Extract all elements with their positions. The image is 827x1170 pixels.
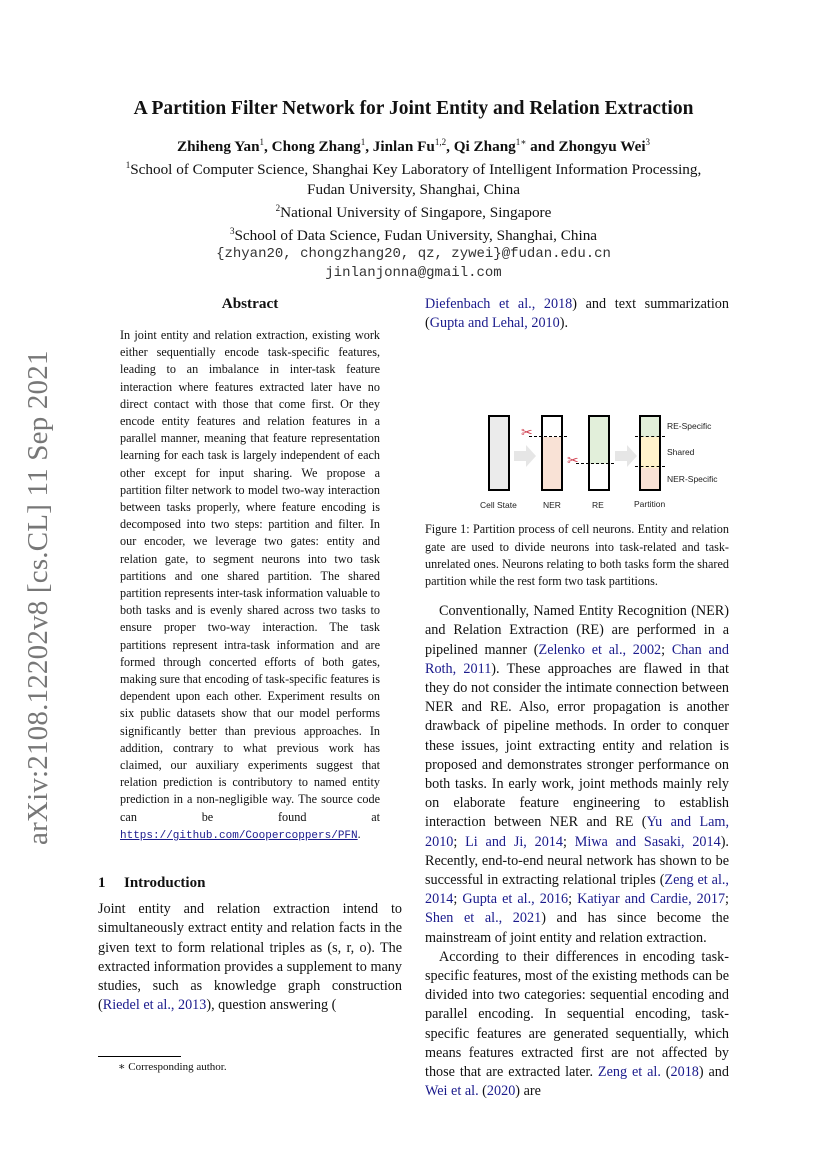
affiliation [0, 180, 827, 199]
paragraph: According to their differences in encoding task-specific features, most of the existing methods can be divided into two categories: sequential encoding and parallel encoding. In sequential encoding, task-specific features are generated sequentially, which means features extracted first are not affected by those that are extracted later. Zeng et al. (2018) and Wei et al. (2020) are [425, 948, 729, 1100]
text: are [520, 1083, 541, 1100]
author-name: Zhongyu Wei [558, 138, 646, 156]
arrow-right-icon [615, 445, 639, 467]
citation-link[interactable]: Diefenbach et al., 2018 [425, 296, 573, 312]
re-bar [588, 415, 610, 491]
citation-link[interactable]: Chan and Roth, 2011 [425, 641, 729, 677]
section-number: 1 [98, 875, 106, 892]
citation-link[interactable]: Zeng et al. [597, 1064, 661, 1081]
label-shared: Shared [667, 447, 695, 458]
text: ; [453, 891, 463, 908]
citation-year-link[interactable]: 2018 [670, 1064, 699, 1081]
label-ner: NER [543, 500, 561, 511]
ner-bar [541, 415, 563, 491]
text: ; [725, 891, 729, 908]
citation-link[interactable]: Miwa and Sasaki, 2014 [574, 833, 721, 850]
label-ner-specific: NER-Specific [667, 474, 718, 485]
figure-1 [425, 347, 729, 517]
text: ) and has since become the mainstream of joint entity and relation extraction. [425, 910, 729, 946]
text: ; [661, 641, 672, 658]
author-list: Zhiheng Yan$^1$, Chong Zhang$^1$, Jinlan Fu$^{1,2}$, Qi Zhang$^{1∗}$ and Zhongyu Wei$^3$ [176, 137, 651, 156]
ner-specific-segment [641, 468, 659, 489]
citation-link[interactable]: Zeng et al., 2014 [425, 872, 729, 908]
email: {zhyan20, chongzhang20, qz, zywei}@fudan.edu.cn [216, 246, 611, 263]
affiliation [0, 222, 827, 245]
affiliation-text: School of Data Science, Fudan University, Shanghai, China [234, 227, 598, 245]
text: Joint entity and relation extraction intend to simultaneously extract entity and relation facts in the given text to form relational triples as (s, r, o). The extracted information provides a supplement to many studies, such as knowledge graph construction ( [98, 901, 402, 1014]
label-re-specific: RE-Specific [667, 421, 712, 432]
citation-link[interactable]: Riedel et al., 2013 [102, 997, 207, 1014]
abstract-body [120, 327, 380, 845]
intro-paragraph [98, 900, 402, 1015]
section-heading-introduction [98, 875, 402, 892]
gate-dash-line [529, 436, 567, 437]
abstract-end: . [357, 826, 361, 841]
section-title: Introduction [124, 875, 206, 892]
abstract-text: In joint entity and relation extraction, existing work either sequentially encode task-specific features, leading to an imbalance in inter-task feature interaction where features extracted later have no direct contact with those that come first. Or they encode entity features and relation features in a parallel manner, meaning that feature representation learning for each task is largely independent of each other except for input sharing. We propose a partition filter network to model two-way interaction between tasks properly, where feature encoding is decomposed into two steps: partition and filter. In our encoder, we leverage two gates: entity and relation gate, to segment neurons into two task partitions and one shared partition. The shared partition represents inter-task information valuable to both tasks and is evenly shared across two tasks to ensure proper two-way interaction. The task partitions represent intra-task information and are formed through concerted efforts of both gates, making sure that encoding of task-specific features is dependent upon each other. Experiment results on six public datasets show that our model performs significantly better than previous approaches. In addition, contrary to what previous work has claimed, our auxiliary experiments suggest that relation prediction is contributory to named entity prediction in a non-negligible way. The source code can be found at [120, 328, 381, 824]
text: ; [453, 833, 466, 850]
text: ; [568, 891, 578, 908]
text: ) and text summarization ( [425, 296, 729, 332]
left-column [98, 295, 402, 1015]
author-name: Qi Zhang [453, 138, 516, 156]
text: ). Recently, end-to-end neural network has shown to be successful in extracting relational triples ( [425, 833, 729, 889]
author-block [0, 133, 827, 284]
author-name: Zhiheng Yan [176, 138, 260, 156]
citation-link[interactable]: Katiyar and Cardie, 2017 [577, 891, 726, 908]
citation-link[interactable]: Shen et al., 2021 [425, 910, 542, 927]
re-segment [590, 417, 608, 464]
citation-link[interactable]: Wei et al. [425, 1083, 479, 1100]
affiliation [0, 199, 827, 222]
partition-bar [639, 415, 661, 491]
partition-dash-line [635, 436, 665, 437]
shared-segment [641, 437, 659, 468]
ner-segment [543, 437, 561, 489]
affiliation-text: School of Computer Science, Shanghai Key Laboratory of Intelligent Information Processing, [130, 161, 702, 179]
intro-paragraph-continued [425, 295, 729, 333]
paper-title: A Partition Filter Network for Joint Entity and Relation Extraction [133, 98, 694, 119]
paragraph [425, 602, 729, 948]
author-sup: 1∗ [515, 137, 527, 147]
affiliation-text: Fudan University, Shanghai, China [307, 180, 520, 198]
gate-dash-line [576, 463, 614, 464]
label-cell-state: Cell State [480, 500, 517, 511]
affiliation-sup: 1 [125, 160, 131, 171]
text: According to their differences in encoding task-specific features, most of the existing methods can be divided into two categories: sequential encoding and parallel encoding. In sequential encoding, task-specific features are generated sequentially, which means features extracted first are not affected by those that are extracted later. [425, 948, 729, 1081]
text: ). [559, 315, 569, 332]
author-sup: 1 [360, 137, 366, 147]
citation-link[interactable]: Zelenko et al., 2002 [538, 641, 662, 658]
re-specific-segment [641, 417, 659, 437]
author-sup: 1 [259, 137, 265, 147]
scissors-icon: ✂ [521, 425, 533, 442]
citation-link[interactable]: Gupta and Lehal, 2010 [429, 315, 560, 332]
text: ), question answering ( [206, 997, 337, 1014]
arrow-right-icon [514, 445, 538, 467]
cell-state-bar [488, 415, 510, 491]
citation-year-link[interactable]: 2020 [486, 1083, 516, 1100]
author-sup: 3 [645, 137, 651, 147]
author-name: Chong Zhang [271, 138, 361, 156]
right-column [425, 295, 729, 1102]
footnote-rule [98, 1056, 181, 1057]
text: ; [563, 833, 575, 850]
author-sup: 1,2 [434, 137, 447, 147]
affiliation-sup: 3 [229, 226, 235, 236]
label-partition: Partition [634, 499, 666, 510]
text: ). These approaches are flawed in that they do not consider the intimate connection between NER and RE. Also, error propagation is another drawback of pipeline methods. In order to conquer these issues, joint extracting entity and relation is proposed and demonstrates stronger performance on both tasks. In early work, joint methods mainly rely on elaborate feature engineering to establish interaction between NER and RE ( [425, 660, 729, 831]
scissors-icon: ✂ [567, 453, 579, 470]
email: jinlanjonna@gmail.com [325, 265, 502, 282]
citation-link[interactable]: Gupta et al., 2016 [462, 891, 569, 908]
affiliation-text: National University of Singapore, Singapore [280, 203, 552, 221]
figure-caption: Figure 1: Partition process of cell neurons. Entity and relation gate are used to divide neurons into task-related and task-unrelated ones. Neurons relating to both tasks form the shared partition while the rest form two task partitions. [425, 522, 729, 589]
arxiv-identifier: arXiv:2108.12202v8 [cs.CL] 11 Sep 2021 [22, 350, 54, 845]
citation-link[interactable]: Yu and Lam, 2010 [425, 814, 729, 850]
citation-link[interactable]: Li and Ji, 2014 [465, 833, 563, 850]
text: Conventionally, Named Entity Recognition (NER) and Relation Extraction (RE) are performed in a pipelined manner ( [425, 603, 729, 658]
text: and [703, 1064, 729, 1081]
affiliation-sup: 2 [275, 202, 281, 213]
code-link[interactable]: https://github.com/Coopercoppers/PFN [120, 829, 358, 842]
label-re: RE [592, 500, 604, 511]
affiliation [0, 156, 827, 179]
partition-dash-line [635, 466, 665, 467]
author-name: Jinlan Fu [372, 138, 435, 156]
abstract-heading: Abstract [221, 295, 279, 312]
footnote: ∗ Corresponding author. [118, 1061, 227, 1073]
